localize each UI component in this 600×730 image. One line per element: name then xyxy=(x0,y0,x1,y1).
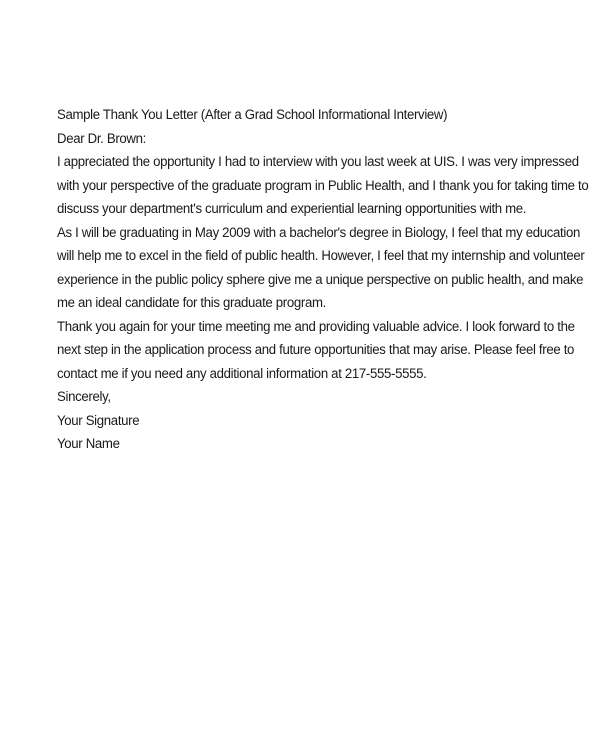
paragraph-2 xyxy=(57,222,585,316)
paragraph-line: will help me to excel in the field of public health. However, I feel that my internship and volunteer xyxy=(57,248,585,264)
letter-title-text: Sample Thank You Letter (After a Grad School Informational Interview) xyxy=(57,107,448,123)
paragraph-line: I appreciated the opportunity I had to interview with you last week at UIS. I was very impressed xyxy=(57,154,579,170)
signature-text: Your Signature xyxy=(57,412,140,429)
salutation xyxy=(57,128,522,152)
paragraph-line: with your perspective of the graduate program in Public Health, and I thank you for taking time to xyxy=(57,177,589,194)
letter-title xyxy=(57,104,522,128)
salutation-text: Dear Dr. Brown: xyxy=(57,130,146,147)
sender-name xyxy=(57,433,522,457)
paragraph-line: discuss your department's curriculum and experiential learning opportunities with me. xyxy=(57,201,527,217)
letter-body xyxy=(57,104,589,457)
closing xyxy=(57,386,522,410)
paragraph-line: contact me if you need any additional information at 217-555-5555. xyxy=(57,365,427,382)
paragraph-line: Thank you again for your time meeting me and providing valuable advice. I look forward to the xyxy=(57,318,575,335)
paragraph-3 xyxy=(57,316,575,387)
closing-text: Sincerely, xyxy=(57,389,111,405)
paragraph-line: next step in the application process and future opportunities that may arise. Please feel free to xyxy=(57,342,575,358)
paragraph-line: me an ideal candidate for this graduate program. xyxy=(57,295,326,311)
paragraph-line: As I will be graduating in May 2009 with a bachelor's degree in Biology, I feel that my education xyxy=(57,224,580,241)
sender-name-text: Your Name xyxy=(57,436,120,452)
signature xyxy=(57,410,522,434)
paragraph-line: experience in the public policy sphere give me a unique perspective on public health, and make xyxy=(57,271,584,288)
paragraph-1 xyxy=(57,151,589,222)
